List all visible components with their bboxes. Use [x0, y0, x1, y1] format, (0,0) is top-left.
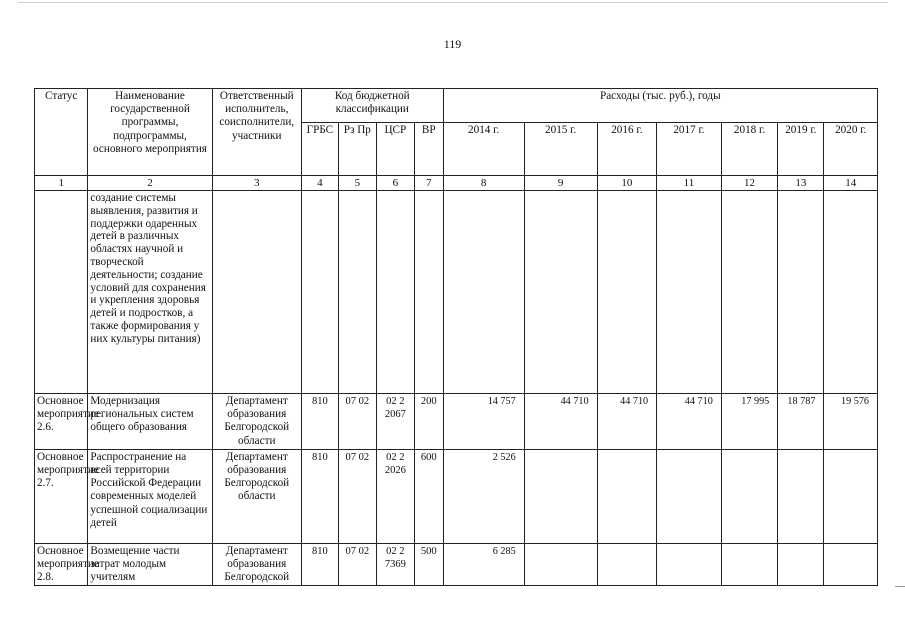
row-amount: 44 710	[524, 394, 597, 450]
header-expenses-group: Расходы (тыс. руб.), годы	[443, 89, 877, 123]
row-amount	[778, 449, 824, 543]
row-executor: Департамент образования Белгородской области	[212, 449, 301, 543]
row-executor: Департамент образования Белгородской области	[212, 394, 301, 450]
row-amount: 14 757	[443, 394, 524, 450]
row-status: Основное мероприятие 2.6.	[35, 394, 88, 450]
header-vr: ВР	[414, 123, 443, 176]
column-number: 2	[88, 176, 212, 191]
row-amount: 17 995	[721, 394, 777, 450]
column-number: 1	[35, 176, 88, 191]
row-amount: 44 710	[597, 394, 657, 450]
column-number: 7	[414, 176, 443, 191]
row-executor: Департамент образования Белгородской	[212, 543, 301, 586]
row-amount	[721, 449, 777, 543]
row-csr: 02 2 7369	[376, 543, 414, 586]
row-name: Распространение на всей территории Российской Федерации современных моделей успешной социализации детей	[88, 449, 212, 543]
column-number: 14	[824, 176, 878, 191]
row-amount	[657, 543, 722, 586]
row-vr: 600	[414, 449, 443, 543]
header-year: 2019 г.	[778, 123, 824, 176]
header-year: 2016 г.	[597, 123, 657, 176]
header-year: 2014 г.	[443, 123, 524, 176]
header-csr: ЦСР	[376, 123, 414, 176]
row-amount: 2 526	[443, 449, 524, 543]
header-year: 2017 г.	[657, 123, 722, 176]
row-amount	[778, 543, 824, 586]
column-number: 4	[301, 176, 338, 191]
corner-mark	[895, 586, 905, 587]
row-amount	[824, 449, 878, 543]
header-grbs: ГРБС	[301, 123, 338, 176]
row-amount	[597, 449, 657, 543]
row-grbs: 810	[301, 394, 338, 450]
row-amount: 6 285	[443, 543, 524, 586]
header-executor: Ответственный исполнитель, соисполнители, участники	[212, 89, 301, 176]
column-number: 10	[597, 176, 657, 191]
table-row	[35, 394, 878, 450]
header-year: 2018 г.	[721, 123, 777, 176]
column-number: 8	[443, 176, 524, 191]
header-year: 2015 г.	[524, 123, 597, 176]
column-number: 13	[778, 176, 824, 191]
column-number: 9	[524, 176, 597, 191]
header-rzpr: Рз Пр	[338, 123, 376, 176]
row-csr: 02 2 2026	[376, 449, 414, 543]
row-amount	[657, 449, 722, 543]
row-amount	[597, 543, 657, 586]
row-grbs: 810	[301, 449, 338, 543]
table-row	[35, 449, 878, 543]
column-number: 5	[338, 176, 376, 191]
header-status: Статус	[35, 89, 88, 176]
row-amount	[524, 449, 597, 543]
column-number: 12	[721, 176, 777, 191]
header-name: Наименование государственной программы, подпрограммы, основного мероприятия	[88, 89, 212, 176]
top-border-line	[18, 2, 888, 3]
row-grbs: 810	[301, 543, 338, 586]
row-csr: 02 2 2067	[376, 394, 414, 450]
row-amount	[824, 543, 878, 586]
row-amount	[524, 543, 597, 586]
header-code-group: Код бюджетной классификации	[301, 89, 443, 123]
row-name: Модернизация региональных систем общего образования	[88, 394, 212, 450]
row-status: Основное мероприятие 2.8.	[35, 543, 88, 586]
row-amount: 18 787	[778, 394, 824, 450]
table-row	[35, 543, 878, 586]
row-name: Возмещение части затрат молодым учителям	[88, 543, 212, 586]
column-number: 3	[212, 176, 301, 191]
row-vr: 200	[414, 394, 443, 450]
header-year: 2020 г.	[824, 123, 878, 176]
column-number: 6	[376, 176, 414, 191]
row-amount: 19 576	[824, 394, 878, 450]
header-row-1	[35, 89, 878, 123]
row-rzpr: 07 02	[338, 543, 376, 586]
column-number-row	[35, 176, 878, 191]
row-status: Основное мероприятие 2.7.	[35, 449, 88, 543]
row-amount	[721, 543, 777, 586]
row-amount: 44 710	[657, 394, 722, 450]
column-number: 11	[657, 176, 722, 191]
row-vr: 500	[414, 543, 443, 586]
row-rzpr: 07 02	[338, 449, 376, 543]
budget-table	[34, 88, 878, 586]
row-rzpr: 07 02	[338, 394, 376, 450]
continuation-text: создание системы выявления, развития и поддержки одаренных детей в различных областях научной и творческой деятельности; создание условий для сохранения и укрепления здоровья детей и подростков, а также формирования у них культуры питания)	[88, 191, 212, 394]
page-number: 119	[443, 37, 462, 51]
continuation-row	[35, 191, 878, 394]
